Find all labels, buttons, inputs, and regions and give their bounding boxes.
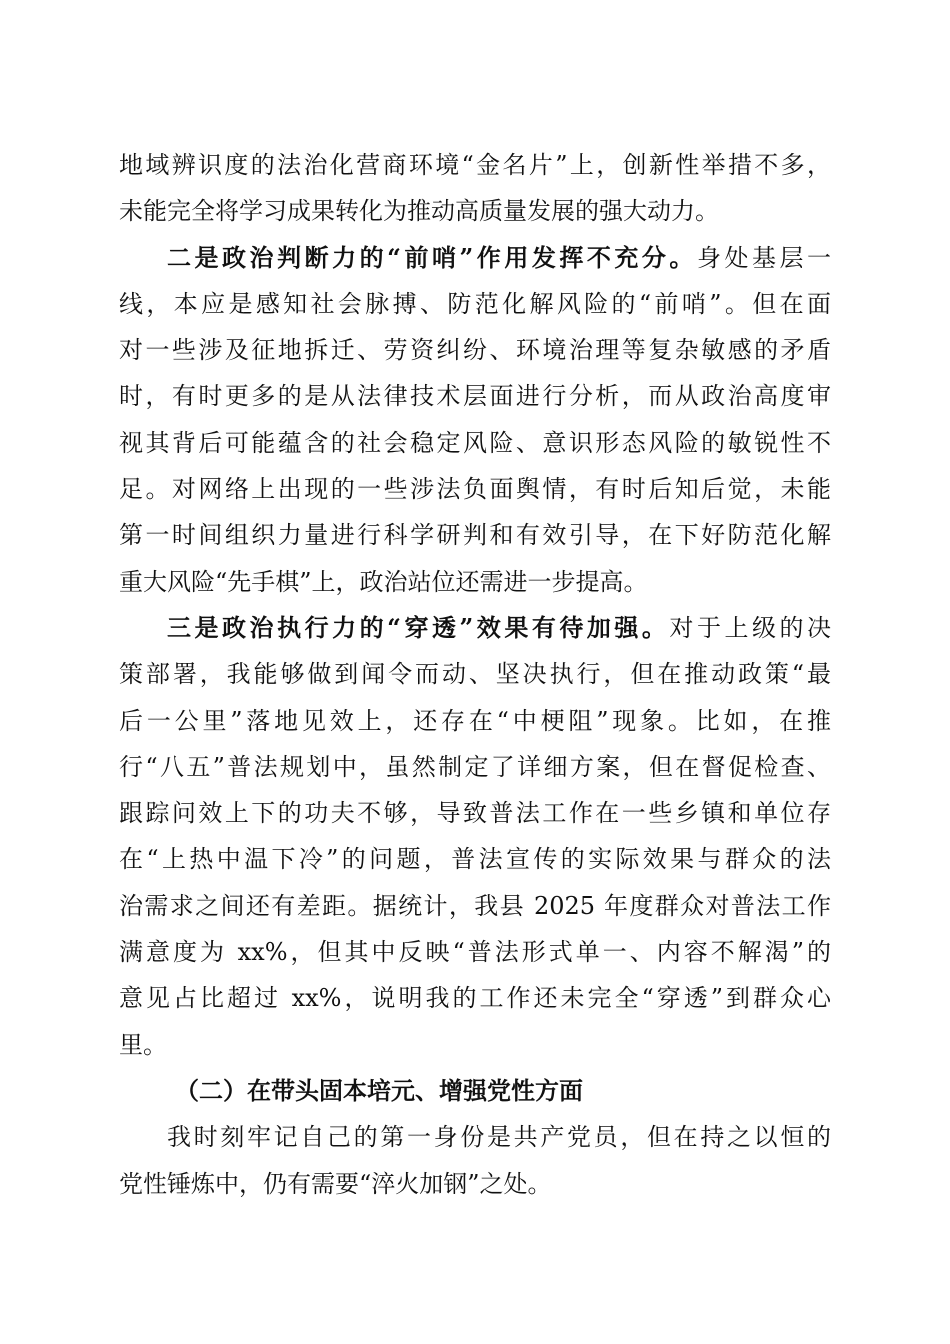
text-line: 视其背后可能蕴含的社会稳定风险、意识形态风险的敏锐性不 — [119, 428, 831, 457]
text-line: 治需求之间还有差距。据统计，我县 2025 年度群众对普法工作 — [119, 891, 831, 920]
paragraph-lead-rest: 身处基层一 — [696, 243, 832, 272]
paragraph-lead: 三是政治执行力的“穿透”效果有待加强。 — [167, 612, 670, 642]
document-page — [119, 142, 831, 1207]
text-line: 策部署，我能够做到闻令而动、坚决执行，但在推动政策“最 — [119, 660, 831, 689]
text-line: 对一些涉及征地拆迁、劳资纠纷、环境治理等复杂敏感的矛盾 — [119, 336, 831, 365]
paragraph-continuation — [119, 142, 831, 235]
text-line: 意见占比超过 xx%，说明我的工作还未完全“穿透”到群众心 — [119, 984, 831, 1013]
text-line: 未能完全将学习成果转化为推动高质量发展的强大动力。 — [119, 197, 719, 226]
text-line: 线，本应是感知社会脉搏、防范化解风险的“前哨”。但在面 — [119, 289, 831, 318]
text-line — [119, 605, 831, 651]
text-line: 地域辨识度的法治化营商环境“金名片”上，创新性举措不多， — [119, 151, 831, 179]
text-line: 我时刻牢记自己的第一身份是共产党员，但在持之以恒的 — [167, 1123, 831, 1152]
text-line: 跟踪问效上下的功夫不够，导致普法工作在一些乡镇和单位存 — [119, 799, 831, 828]
text-line: 第一时间组织力量进行科学研判和有效引导，在下好防范化解 — [119, 521, 831, 550]
paragraph-political-judgment — [119, 235, 831, 605]
text-line: 满意度为 xx%，但其中反映“普法形式单一、内容不解渴”的 — [119, 938, 831, 967]
text-line: 党性锤炼中，仍有需要“淬火加钢”之处。 — [119, 1169, 552, 1198]
text-line: 足。对网络上出现的一些涉法负面舆情，有时后知后觉，未能 — [119, 475, 831, 504]
paragraph-political-execution — [119, 605, 831, 1068]
text-line — [119, 235, 831, 281]
paragraph-lead-rest: 对于上级的决 — [669, 613, 832, 642]
section-heading: （二）在带头固本培元、增强党性方面 — [175, 1075, 583, 1105]
text-line: 在“上热中温下冷”的问题，普法宣传的实际效果与群众的法 — [119, 845, 831, 874]
text-line: 重大风险“先手棋”上，政治站位还需进一步提高。 — [119, 567, 648, 596]
text-line: 里。 — [119, 1030, 167, 1059]
text-line: 后一公里”落地见效上，还存在“中梗阻”现象。比如，在推 — [119, 706, 831, 735]
paragraph-party-spirit — [119, 1114, 831, 1207]
text-line: 时，有时更多的是从法律技术层面进行分析，而从政治高度审 — [119, 382, 831, 411]
paragraph-lead: 二是政治判断力的“前哨”作用发挥不充分。 — [167, 242, 697, 272]
text-line: 行“八五”普法规划中，虽然制定了详细方案，但在督促检查、 — [119, 752, 831, 781]
